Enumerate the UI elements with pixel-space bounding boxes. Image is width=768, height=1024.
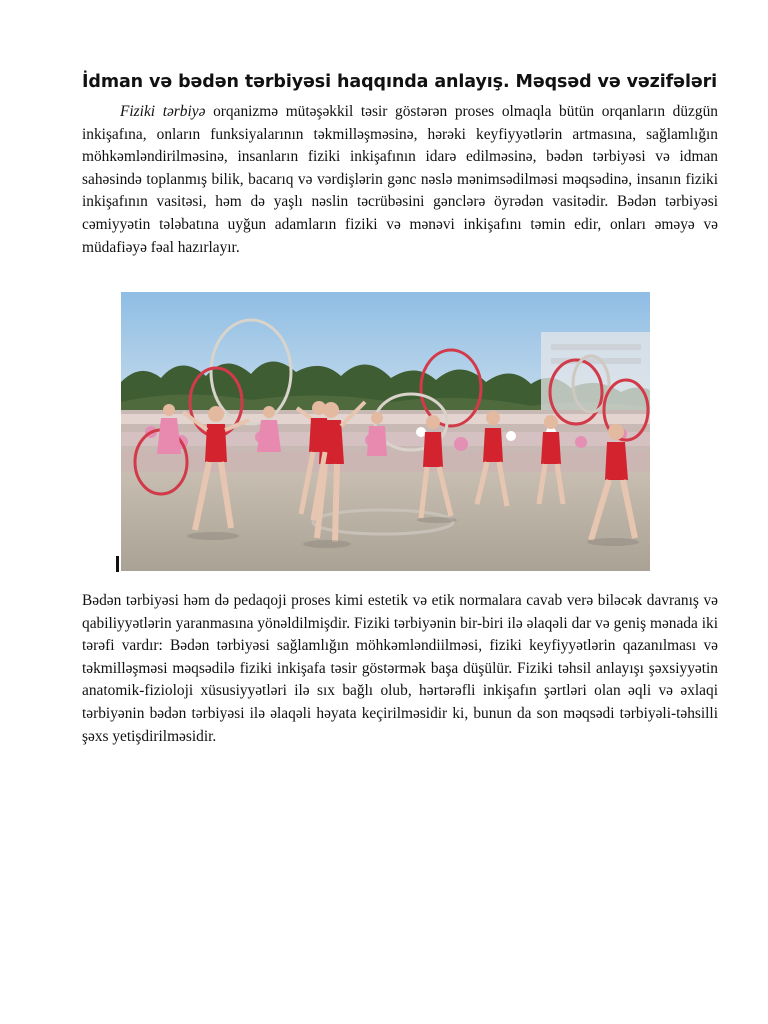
text-cursor-bar <box>116 556 119 572</box>
paragraph-intro <box>82 101 718 259</box>
page-title: İdman və bədən tərbiyəsi haqqında anlayış. Məqsəd və vəzifələri <box>82 72 718 92</box>
paragraph-second: Bədən tərbiyəsi həm də pedaqoji proses kimi estetik və etik normalara cavab verə biləcək davranış və qabiliyyətlərin yaranmasına yönəldilmişdir. Fiziki tərbiyənin bir-biri ilə əlaqəli dar və geniş mənada iki tərəfi vardır: Bədən tərbiyəsi sağlamlığın möhkəmləndiilməsi, fiziki keyfiyyətlərin qazanılması və təkmilləşməsi məqsədilə fiziki inkişafa təsir göstərmək başa düşülür. Fiziki təhsil anlayışı şəxsiyyətin anatomik-fizioloji xüsusiyyətləri ilə sıx bağlı olub, hərtərəfli inkişafın şərtləri olan əqli və əxlaqi tərbiyənin bədən tərbiyəsi ilə əlaqəli həyata keçirilməsidir ki, bunun da son məqsədi tərbiyəli-təhsilli şəxs yetişdirilməsidir. <box>82 592 718 745</box>
paragraph-intro-lead: Fiziki tərbiyə <box>120 103 206 120</box>
paragraph-intro-text: orqanizmə mütəşəkkil təsir göstərən proses olmaqla bütün orqanların düzgün inkişafına, onların funksiyalarının təkmilləşməsinə, hərəki keyfiyyətlərin artmasına, sağlamlığın möhkəmləndirilməsinə, insanların fiziki inkişafının idarə edilməsinə, bədən tərbiyəsi və idman sahəsində toplanmış bilik, bacarıq və vərdişlərin gənc nəslə mənimsədilməsi məqsədinə, insanın fiziki inkişafının vasitəsi, həm də yaşlı nəslin təcrübəsini gənclərə öyrədən vasitədir. Bədən tərbiyəsi cəmiyyətin tələbatına uyğun adamların fiziki və mənəvi inkişafını təmin edir, onları əməyə və müdafiəyə fəal hazırlayır. <box>82 103 718 256</box>
gymnasts-with-hoops-photo <box>121 292 650 571</box>
